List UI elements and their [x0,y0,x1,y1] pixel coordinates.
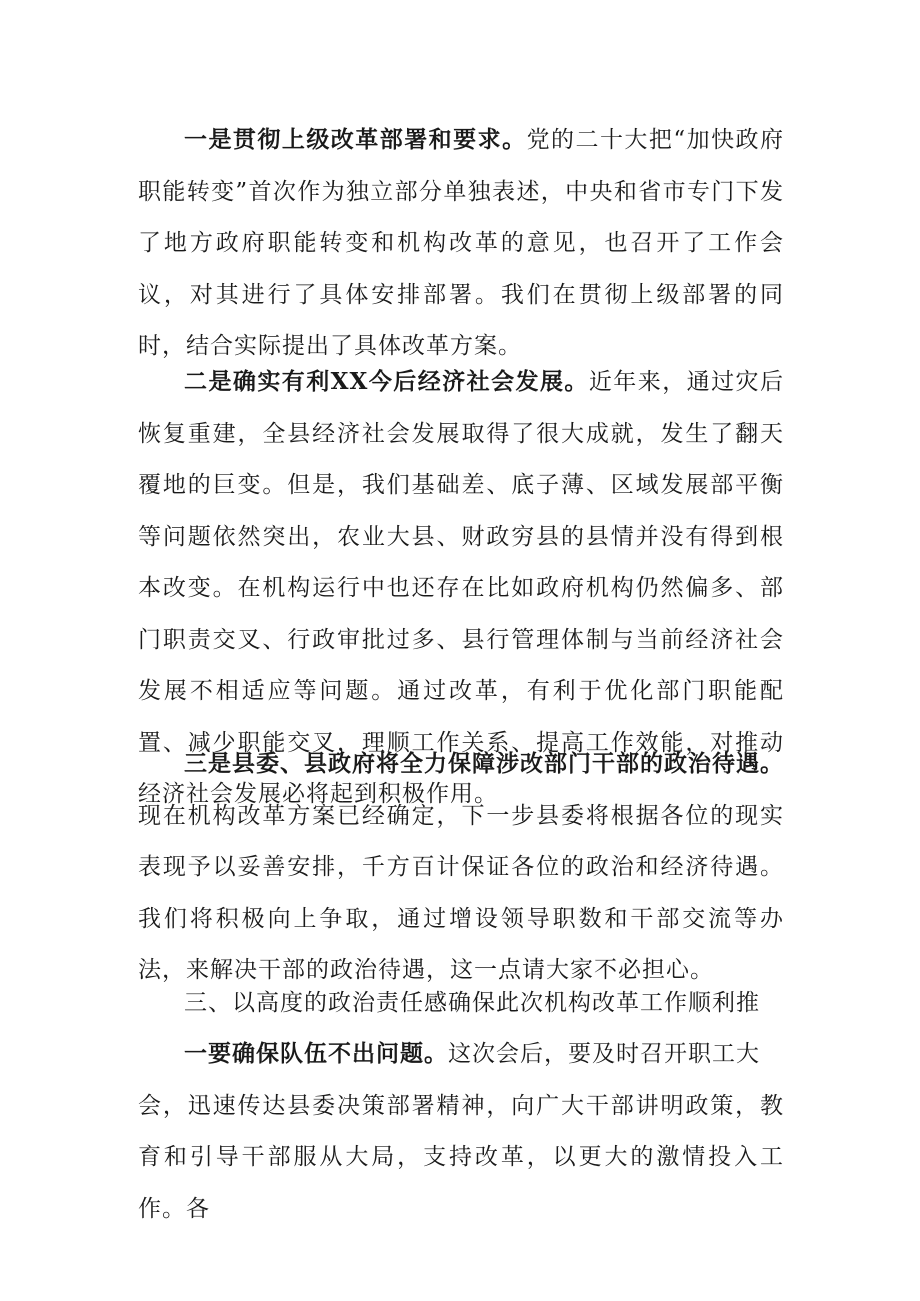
paragraph-4-rest: 会，迅速传达县委决策部署精神，向广大干部讲明政策，教育和引导干部服从大局，支持改革，以更大的激情投入工作。各 [138,1092,784,1222]
paragraph-3 [138,738,784,997]
paragraph-2-lead: 二是确实有利XX今后经济社会发展。 [184,368,589,395]
paragraph-4-first-line-body: 这次会后，要及时召开职工大 [448,1041,760,1067]
paragraph-4-lead: 一要确保队伍不出问题。 [184,1040,448,1067]
paragraph-4-first-line [138,1028,784,1081]
paragraph-3-lead: 三是县委、县政府将全力保障涉改部门干部的政治待遇。 [184,750,784,777]
paragraph-3-body: 现在机构改革方案已经确定，下一步县委将根据各位的现实表现予以妥善安排，千方百计保证各位的政治和经济待遇。我们将积极向上争取，通过增设领导职数和干部交流等办法，来解决干部的政治待遇，这一点请大家不必担心。 [138,802,784,983]
paragraph-4 [138,1028,784,1235]
paragraph-1-body: 党的二十大把“加快政府职能转变”首次作为独立部分单独表述，中央和省市专门下发了地方政府职能转变和机构改革的意见，也召开了工作会议，对其进行了具体安排部署。我们在贯彻上级部署的同时，结合实际提出了具体改革方案。 [138,127,785,359]
paragraph-2-body: 近年来，通过灾后恢复重建，全县经济社会发展取得了很大成就，发生了翻天覆地的巨变。但是，我们基础差、底子薄、区域发展部平衡等问题依然突出，农业大县、财政穷县的县情并没有得到根本改变。在机构运行中也还存在比如政府机构仍然偏多、部门职责交叉、行政审批过多、县行管理体制与当前经济社会发展不相适应等问题。通过改革，有利于优化部门职能配置、减少职能交叉，理顺工作关系、提高工作效能，对推动经济社会发展必将起到积极作用。 [138,369,784,807]
paragraph-1 [138,114,784,373]
paragraph-1-lead: 一是贯彻上级改革部署和要求。 [184,126,527,153]
section-heading: 三、以高度的政治责任感确保此次机构改革工作顺利推 [184,990,760,1016]
